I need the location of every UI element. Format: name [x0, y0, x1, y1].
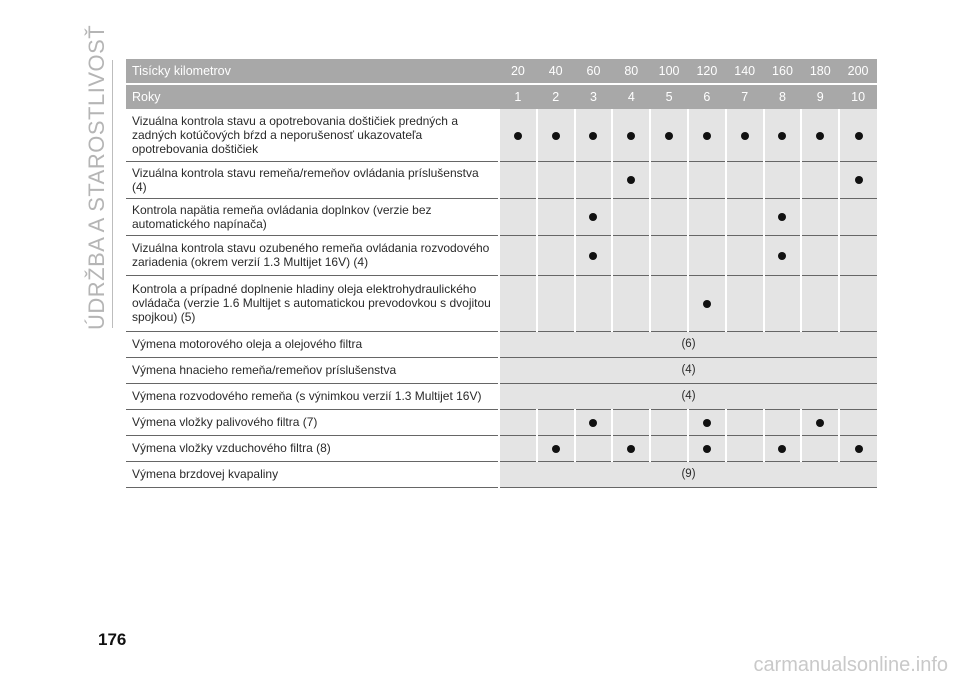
schedule-cell: [726, 435, 764, 461]
schedule-cell: [575, 275, 613, 331]
row-description: Výmena vložky palivového filtra (7): [126, 409, 499, 435]
service-dot-icon: [816, 419, 824, 427]
service-dot-icon: [703, 132, 711, 140]
row-note-reference: (4): [499, 383, 877, 409]
schedule-cell: [688, 235, 726, 275]
page-number: 176: [98, 630, 127, 649]
row-description: Kontrola napätia remeňa ovládania doplnkov (verzie bez automatického napínača): [126, 198, 499, 235]
header-year-value: 3: [575, 84, 613, 109]
schedule-cell: [537, 235, 575, 275]
schedule-cell: [575, 235, 613, 275]
table-row: [126, 235, 877, 275]
service-dot-icon: [855, 176, 863, 184]
schedule-cell: [537, 275, 575, 331]
schedule-cell: [537, 198, 575, 235]
header-year-value: 6: [688, 84, 726, 109]
row-description: Výmena vložky vzduchového filtra (8): [126, 435, 499, 461]
header-km-value: 200: [839, 59, 877, 84]
schedule-cell: [499, 435, 537, 461]
schedule-cell: [764, 161, 802, 198]
schedule-cell: [575, 435, 613, 461]
header-year-value: 1: [499, 84, 537, 109]
header-year-value: 9: [801, 84, 839, 109]
maintenance-schedule-table: [126, 59, 877, 488]
header-km-value: 100: [650, 59, 688, 84]
schedule-cell: [499, 161, 537, 198]
schedule-cell: [764, 198, 802, 235]
header-km-value: 80: [612, 59, 650, 84]
schedule-cell: [726, 275, 764, 331]
service-dot-icon: [589, 132, 597, 140]
header-km-value: 160: [764, 59, 802, 84]
watermark: carmanualsonline.info: [753, 654, 948, 676]
service-dot-icon: [855, 132, 863, 140]
service-dot-icon: [741, 132, 749, 140]
schedule-cell: [801, 435, 839, 461]
schedule-cell: [839, 235, 877, 275]
schedule-cell: [499, 235, 537, 275]
table-row: [126, 331, 877, 357]
service-dot-icon: [778, 252, 786, 260]
row-description: Vizuálna kontrola stavu remeňa/remeňov ovládania príslušenstva (4): [126, 161, 499, 198]
table-row: [126, 357, 877, 383]
service-dot-icon: [589, 213, 597, 221]
schedule-cell: [801, 198, 839, 235]
schedule-cell: [801, 161, 839, 198]
header-year-value: 7: [726, 84, 764, 109]
service-dot-icon: [778, 132, 786, 140]
table-row: [126, 198, 877, 235]
header-row-km: [126, 59, 877, 84]
service-dot-icon: [855, 445, 863, 453]
table-row: [126, 435, 877, 461]
schedule-cell: [650, 275, 688, 331]
table-row: [126, 109, 877, 161]
row-description: Kontrola a prípadné doplnenie hladiny oleja elektrohydraulického ovládača (verzie 1.6 Multijet s automatickou prevodovkou s dvojitou spojkou) (5): [126, 275, 499, 331]
schedule-cell: [688, 409, 726, 435]
service-dot-icon: [514, 132, 522, 140]
header-row-years: [126, 84, 877, 109]
schedule-cell: [537, 435, 575, 461]
section-divider: [112, 60, 113, 328]
service-dot-icon: [552, 132, 560, 140]
header-year-value: 4: [612, 84, 650, 109]
table-row: [126, 161, 877, 198]
schedule-cell: [537, 161, 575, 198]
header-km-label: Tisícky kilometrov: [126, 59, 499, 84]
schedule-cell: [612, 409, 650, 435]
schedule-cell: [801, 109, 839, 161]
schedule-cell: [726, 161, 764, 198]
schedule-cell: [726, 198, 764, 235]
schedule-cell: [612, 235, 650, 275]
service-dot-icon: [778, 213, 786, 221]
header-km-value: 140: [726, 59, 764, 84]
row-description: Vizuálna kontrola stavu ozubeného remeňa ovládania rozvodového zariadenia (okrem verzií 1.3 Multijet 16V) (4): [126, 235, 499, 275]
schedule-cell: [839, 161, 877, 198]
service-dot-icon: [627, 176, 635, 184]
schedule-cell: [688, 275, 726, 331]
row-description: Výmena motorového oleja a olejového filtra: [126, 331, 499, 357]
service-dot-icon: [778, 445, 786, 453]
schedule-cell: [764, 409, 802, 435]
row-note-reference: (6): [499, 331, 877, 357]
schedule-cell: [612, 435, 650, 461]
table-row: [126, 275, 877, 331]
section-title-vertical: ÚDRŽBA A STAROSTLIVOSŤ: [84, 24, 109, 330]
header-year-value: 5: [650, 84, 688, 109]
schedule-cell: [537, 409, 575, 435]
service-dot-icon: [703, 300, 711, 308]
row-description: Výmena rozvodového remeňa (s výnimkou verzií 1.3 Multijet 16V): [126, 383, 499, 409]
schedule-cell: [612, 275, 650, 331]
schedule-cell: [499, 198, 537, 235]
schedule-cell: [612, 198, 650, 235]
schedule-cell: [650, 161, 688, 198]
row-note-reference: (9): [499, 461, 877, 487]
schedule-cell: [688, 109, 726, 161]
schedule-cell: [839, 198, 877, 235]
schedule-cell: [839, 435, 877, 461]
schedule-cell: [801, 409, 839, 435]
schedule-cell: [839, 275, 877, 331]
service-dot-icon: [589, 252, 597, 260]
schedule-cell: [764, 275, 802, 331]
header-year-value: 10: [839, 84, 877, 109]
schedule-cell: [575, 109, 613, 161]
service-dot-icon: [665, 132, 673, 140]
schedule-cell: [499, 109, 537, 161]
table-row: [126, 383, 877, 409]
schedule-cell: [650, 109, 688, 161]
header-km-value: 180: [801, 59, 839, 84]
schedule-cell: [650, 198, 688, 235]
schedule-cell: [650, 435, 688, 461]
header-km-value: 120: [688, 59, 726, 84]
schedule-cell: [650, 235, 688, 275]
schedule-cell: [575, 198, 613, 235]
schedule-cell: [499, 275, 537, 331]
header-years-label: Roky: [126, 84, 499, 109]
service-dot-icon: [816, 132, 824, 140]
schedule-cell: [764, 109, 802, 161]
schedule-cell: [839, 409, 877, 435]
service-dot-icon: [627, 445, 635, 453]
row-note-reference: (4): [499, 357, 877, 383]
schedule-cell: [499, 409, 537, 435]
schedule-cell: [801, 235, 839, 275]
schedule-cell: [612, 161, 650, 198]
schedule-cell: [764, 435, 802, 461]
table-row: [126, 461, 877, 487]
service-dot-icon: [627, 132, 635, 140]
service-dot-icon: [589, 419, 597, 427]
schedule-cell: [612, 109, 650, 161]
service-dot-icon: [703, 445, 711, 453]
schedule-cell: [537, 109, 575, 161]
header-km-value: 40: [537, 59, 575, 84]
schedule-cell: [650, 409, 688, 435]
row-description: Výmena hnacieho remeňa/remeňov príslušenstva: [126, 357, 499, 383]
schedule-cell: [688, 198, 726, 235]
schedule-cell: [688, 435, 726, 461]
row-description: Výmena brzdovej kvapaliny: [126, 461, 499, 487]
schedule-cell: [575, 409, 613, 435]
header-km-value: 20: [499, 59, 537, 84]
service-dot-icon: [552, 445, 560, 453]
schedule-cell: [575, 161, 613, 198]
table-row: [126, 409, 877, 435]
header-year-value: 8: [764, 84, 802, 109]
header-km-value: 60: [575, 59, 613, 84]
schedule-cell: [839, 109, 877, 161]
schedule-cell: [764, 235, 802, 275]
schedule-cell: [726, 409, 764, 435]
service-dot-icon: [703, 419, 711, 427]
schedule-cell: [726, 109, 764, 161]
schedule-cell: [801, 275, 839, 331]
schedule-cell: [688, 161, 726, 198]
row-description: Vizuálna kontrola stavu a opotrebovania doštičiek predných a zadných kotúčových bŕzd a neporušenosť ukazovateľa opotrebovania doštičiek: [126, 109, 499, 161]
schedule-cell: [726, 235, 764, 275]
header-year-value: 2: [537, 84, 575, 109]
